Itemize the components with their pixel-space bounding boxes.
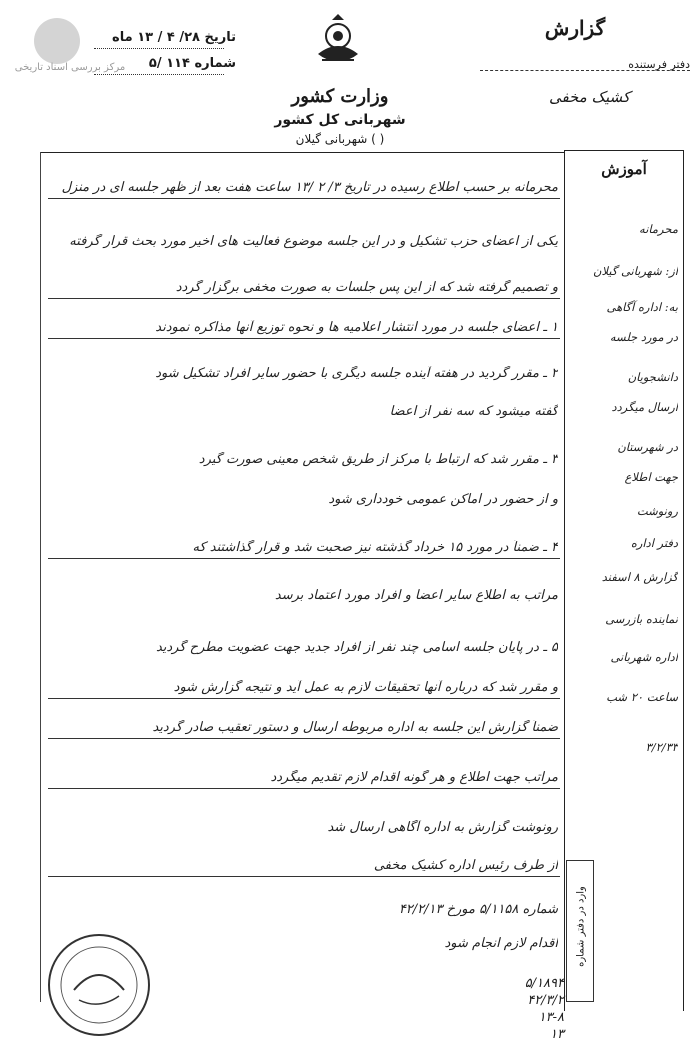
office-line (480, 70, 690, 71)
circular-seal-icon (44, 930, 154, 1040)
police-title: شهربانی کل کشور (274, 112, 406, 128)
report-title: گزارش (544, 16, 606, 40)
margin-note: دفتر اداره (630, 536, 678, 550)
margin-note: در شهرستان (617, 440, 678, 454)
reg-number: ۱۳ (550, 1027, 564, 1042)
body-line: مراتب به اطلاع سایر اعضا و افراد مورد اعتماد برسد (274, 588, 558, 603)
margin-note: گزارش ۸ اسفند (601, 570, 678, 584)
body-rule (48, 788, 560, 789)
body-line: و از حضور در اماکن عمومی خودداری شود (328, 492, 558, 507)
body-line: ۲ ـ مقرر گردید در هفته آینده جلسه دیگری با حضور سایر افراد تشکیل شود (155, 366, 558, 381)
office-value: کشیک مخفی (548, 88, 630, 106)
body-line: مراتب جهت اطلاع و هر گونه اقدام لازم تقدیم میگردد (270, 770, 558, 785)
date-underline (94, 48, 224, 49)
body-line: از طرف رئیس اداره کشیک مخفی (373, 858, 558, 873)
body-line: رونوشت گزارش به اداره آگاهی ارسال شد (327, 820, 558, 835)
number-label: شماره (194, 56, 236, 71)
office-label: دفتر فرستنده (628, 58, 690, 71)
body-line: گفته میشود که سه نفر از اعضا (389, 404, 558, 419)
archive-logo-icon (34, 18, 80, 64)
margin-note: ساعت ۲۰ شب (606, 690, 678, 704)
reg-number: ۴۲/۳/۲ (527, 993, 564, 1008)
body-line: و مقرر شد که درباره آنها تحقیقات لازم به عمل آید و نتیجه گزارش شود (173, 680, 558, 695)
date-label: تاریخ (204, 30, 236, 45)
body-rule (48, 876, 560, 877)
margin-note: در مورد جلسه (609, 330, 678, 344)
body-line: ۳ ـ مقرر شد که ارتباط با مرکز از طریق شخص معینی صورت گیرد (198, 452, 558, 467)
body-rule (48, 698, 560, 699)
number-underline (94, 74, 224, 75)
header-date (96, 30, 236, 45)
registration-numbers (424, 976, 564, 1044)
reg-number: ۵/۱۸۹۴ (524, 976, 564, 991)
body-line: محرمانه بر حسب اطلاع رسیده در تاریخ ۳/ ۲ /۱۳ ساعت هفت بعد از ظهر جلسه ای در منزل (61, 180, 558, 195)
province-police: شهربانی گیلان ( ) (295, 132, 385, 146)
date-value: ۲۸/ ۴ / ۱۳ (137, 30, 200, 45)
body-line: ضمناً گزارش این جلسه به اداره مربوطه ارسال و دستور تعقیب صادر گردید (152, 720, 558, 735)
filing-stamp-text: وارد در دفتر شماره (575, 886, 587, 967)
header-number (96, 56, 236, 71)
body-rule (48, 338, 560, 339)
body-line: شماره ۵/۱۱۵۸ مورخ ۴۲/۲/۱۳ (398, 902, 558, 917)
body-frame-top (40, 152, 564, 153)
body-frame-left (40, 152, 41, 1002)
body-line: ۵ ـ در پایان جلسه اسامی چند نفر از افراد جدید جهت عضویت مطرح گردید (155, 640, 558, 655)
body-line: ۴ ـ ضمناً در مورد ۱۵ خرداد گذشته نیز صحبت شد و قرار گذاشتند که (192, 540, 558, 555)
filing-stamp (566, 860, 594, 1002)
body-line: اقدام لازم انجام شود (444, 936, 558, 951)
margin-note: رونوشت (636, 504, 678, 518)
margin-note: ارسال میگردد (611, 400, 678, 414)
number-value: ۱۱۴ /۵ (148, 56, 190, 71)
margin-note: اداره شهربانی (610, 650, 678, 664)
body-rule (48, 198, 560, 199)
lion-and-sun-emblem-icon (308, 10, 368, 70)
month-label: ماه (112, 30, 133, 45)
body-rule (48, 558, 560, 559)
margin-note: نماینده بازرسی (605, 612, 678, 626)
body-rule (48, 738, 560, 739)
body-line: یکی از اعضای حزب تشکیل و در این جلسه موضوع فعالیت های اخیر مورد بحث قرار گرفته (69, 234, 558, 249)
margin-heading: آموزش (601, 160, 647, 178)
body-rule (48, 298, 560, 299)
ministry-title: وزارت کشور (291, 86, 389, 107)
margin-note: به: اداره آگاهی (606, 300, 678, 314)
watermark-text: مرکز بررسی اسناد تاریخی (14, 62, 126, 73)
body-line: و تصمیم گرفته شد که از این پس جلسات به صورت مخفی برگزار گردد (175, 280, 558, 295)
margin-note: از: شهربانی گیلان (593, 264, 678, 278)
reg-number: ۱۳-۸ (538, 1010, 564, 1025)
margin-note: ۳/۲/۳۳ (645, 740, 678, 754)
body-line: ۱ ـ اعضای جلسه در مورد انتشار اعلامیه ها و نحوه توزیع آنها مذاکره نمودند (155, 320, 558, 335)
margin-note: دانشجویان (627, 370, 678, 384)
margin-note: محرمانه (639, 222, 678, 236)
margin-note: جهت اطلاع (624, 470, 678, 484)
